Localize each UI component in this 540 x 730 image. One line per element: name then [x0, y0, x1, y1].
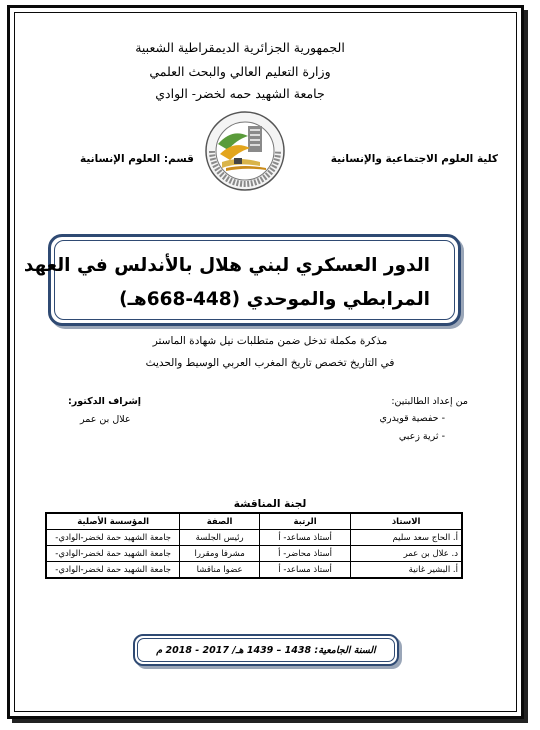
table-row	[46, 530, 462, 546]
thesis-title-box	[23, 234, 461, 326]
frame-shadow-right	[524, 10, 528, 722]
col-header-rank: الرتبة	[259, 513, 350, 530]
committee-table	[45, 512, 463, 579]
cell-rank: أستاذ مساعد- أ	[259, 562, 350, 579]
cell-role: عضوا مناقشا	[180, 562, 260, 579]
thesis-title-line2: المرابطي والموحدي (448-668هـ)	[119, 289, 430, 310]
frame-shadow-bottom	[12, 719, 528, 723]
memo-line2: في التاريخ تخصص تاريخ المغرب العربي الوسيط والحديث	[145, 357, 395, 369]
table-row	[46, 562, 462, 579]
academic-year: السنة الجامعية: 1438 – 1439 هـ/ 2017 - 2018 م	[156, 645, 376, 656]
student-name-1: - حفصية قويدري	[379, 413, 445, 424]
table-row	[46, 546, 462, 562]
thesis-title-line1: الدور العسكري لبني هلال بالأندلس في العهد	[23, 255, 430, 276]
cell-professor: أ. البشير غانية	[351, 562, 462, 579]
cell-professor: د. علال بن عمر	[351, 546, 462, 562]
cell-professor: أ. الحاج سعد سليم	[351, 530, 462, 546]
col-header-professor: الاستاذ	[351, 513, 462, 530]
committee-title: لجنة المناقشة	[233, 498, 307, 510]
students-label: من إعداد الطالبتين:	[391, 396, 468, 407]
cell-role: مشرفا ومقررا	[180, 546, 260, 562]
supervisor-name: علال بن عمر	[80, 414, 131, 425]
republic-name: الجمهورية الجزائرية الديمقراطية الشعبية	[135, 40, 345, 55]
academic-year-box	[133, 634, 399, 666]
cell-institution: جامعة الشهيد حمة لخضر-الوادي-	[46, 562, 180, 579]
cell-institution: جامعة الشهيد حمة لخضر-الوادي-	[46, 546, 180, 562]
supervisor-label: إشراف الدكتور:	[68, 396, 142, 407]
university-name: جامعة الشهيد حمه لخضر- الوادي	[155, 86, 325, 101]
faculty-name: كلية العلوم الاجتماعية والإنسانية	[330, 153, 498, 165]
student-name-2: - ثرية زعبي	[398, 431, 445, 442]
col-header-role: الصفة	[180, 513, 260, 530]
cell-institution: جامعة الشهيد حمة لخضر-الوادي-	[46, 530, 180, 546]
cell-role: رئيس الجلسة	[180, 530, 260, 546]
cell-rank: أستاذ محاضر- أ	[259, 546, 350, 562]
memo-line1: مذكرة مكملة تدخل ضمن متطلبات نيل شهادة الماستر	[152, 335, 388, 347]
university-logo-icon	[204, 110, 286, 192]
table-header-row	[46, 513, 462, 530]
department-name: قسم: العلوم الإنسانية	[80, 153, 194, 165]
cell-rank: أستاذ مساعد- أ	[259, 530, 350, 546]
ministry-name: وزارة التعليم العالي والبحث العلمي	[149, 64, 331, 79]
col-header-institution: المؤسسة الأصلية	[46, 513, 180, 530]
